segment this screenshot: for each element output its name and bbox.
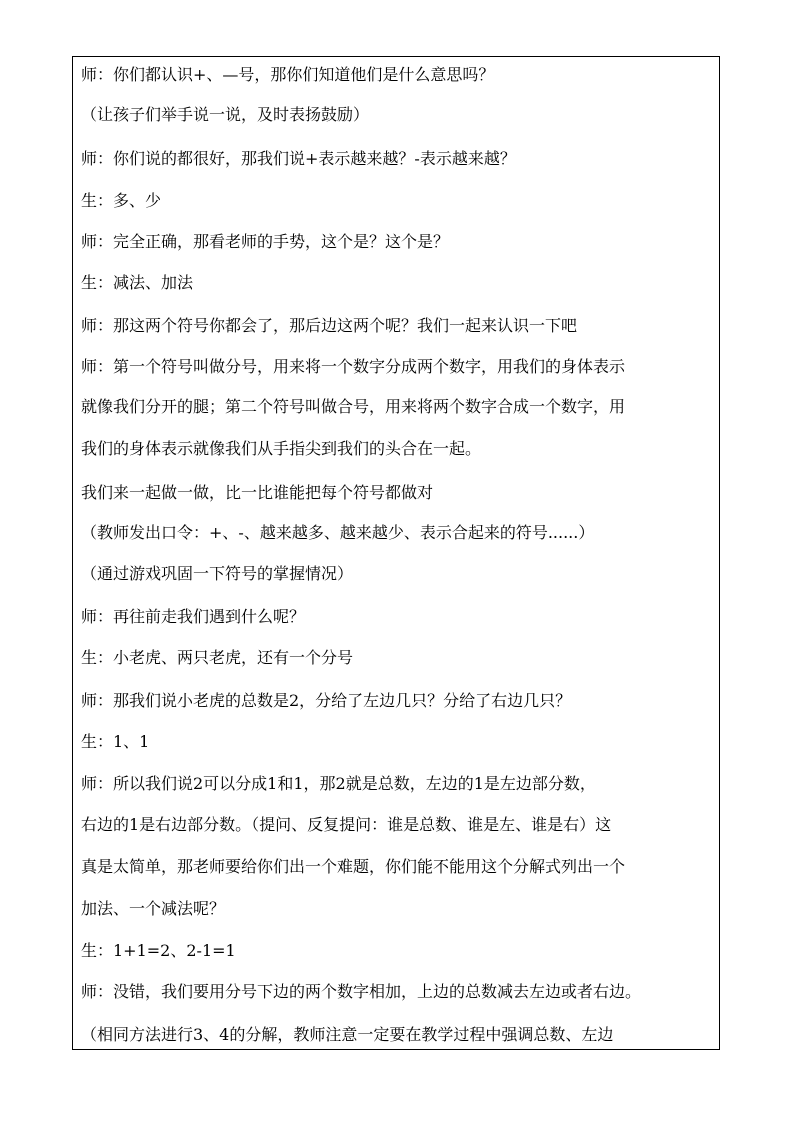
dialogue-line: （通过游戏巩固一下符号的掌握情况） <box>81 564 354 583</box>
dialogue-line: 我们的身体表示就像我们从手指尖到我们的头合在一起。 <box>81 439 482 458</box>
dialogue-line: 就像我们分开的腿；第二个符号叫做合号，用来将两个数字合成一个数字，用 <box>81 397 626 416</box>
dialogue-line: 师：那我们说小老虎的总数是2，分给了左边几只？分给了右边几只？ <box>81 691 572 710</box>
lesson-plan-table-cell <box>72 56 720 1050</box>
dialogue-line: 真是太简单，那老师要给你们出一个难题，你们能不能用这个分解式列出一个 <box>81 857 626 876</box>
dialogue-line: 我们来一起做一做，比一比谁能把每个符号都做对 <box>81 483 434 502</box>
dialogue-line: （相同方法进行3、4的分解，教师注意一定要在教学过程中强调总数、左边 <box>81 1025 614 1044</box>
dialogue-line: 右边的1是右边部分数。（提问、反复提问：谁是总数、谁是左、谁是右）这 <box>81 815 612 834</box>
dialogue-line: 师：你们都认识+、—号，那你们知道他们是什么意思吗？ <box>81 65 495 84</box>
dialogue-line: 师：第一个符号叫做分号，用来将一个数字分成两个数字，用我们的身体表示 <box>81 357 626 376</box>
dialogue-line: 加法、一个减法呢？ <box>81 899 226 918</box>
dialogue-line: 生：1+1=2、2-1=1 <box>81 941 236 960</box>
dialogue-line: （教师发出口令：+、-、越来越多、越来越少、表示合起来的符号......） <box>81 523 595 542</box>
dialogue-line: 生：多、少 <box>81 191 162 210</box>
dialogue-line: 师：所以我们说2可以分成1和1，那2就是总数，左边的1是左边部分数， <box>81 774 596 793</box>
dialogue-line: 师：你们说的都很好，那我们说+表示越来越？-表示越来越？ <box>81 149 516 168</box>
dialogue-line: （让孩子们举手说一说，及时表扬鼓励） <box>81 105 370 124</box>
dialogue-line: 师：完全正确，那看老师的手势，这个是？这个是？ <box>81 232 450 251</box>
dialogue-line: 生：小老虎、两只老虎，还有一个分号 <box>81 648 354 667</box>
dialogue-line: 生：1、1 <box>81 732 150 751</box>
dialogue-line: 生：减法、加法 <box>81 273 194 292</box>
dialogue-line: 师：再往前走我们遇到什么呢？ <box>81 607 306 626</box>
dialogue-line: 师：没错，我们要用分号下边的两个数字相加，上边的总数减去左边或者右边。 <box>81 982 642 1001</box>
dialogue-line: 师：那这两个符号你都会了，那后边这两个呢？我们一起来认识一下吧 <box>81 316 578 335</box>
